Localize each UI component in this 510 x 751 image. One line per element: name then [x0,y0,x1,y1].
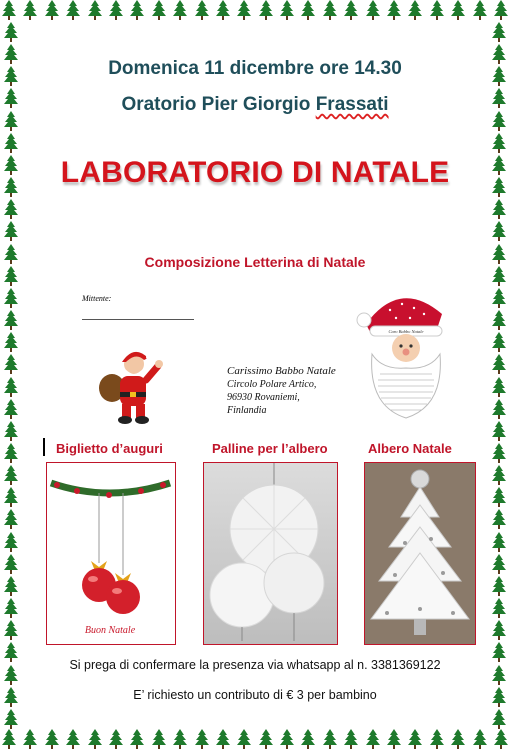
tree-icon [4,133,18,153]
address-line: Finlandia [227,405,267,416]
activity-label-balls: Palline per l’albero [212,441,328,456]
tree-icon [492,44,506,64]
tree-icon [259,729,273,749]
tree-icon [301,729,315,749]
tree-icon [492,88,506,108]
tree-icon [492,244,506,264]
tree-icon [492,709,506,729]
subtitle: Composizione Letterina di Natale [144,254,366,270]
santa-icon [92,340,172,426]
tree-icon [130,0,144,20]
tree-icon [430,0,444,20]
tree-icon [492,221,506,241]
tree-icon [492,532,506,552]
tree-icon [492,554,506,574]
tree-icon [451,0,465,20]
tree-icon [492,465,506,485]
tree-icon [492,576,506,596]
tree-icon [4,244,18,264]
tree-icon [173,0,187,20]
tree-icon [492,487,506,507]
confirm-text: Si prega di confermare la presenza via whatsapp al n. 3381369122 [69,658,441,672]
tree-icon [4,310,18,330]
tree-icon [4,576,18,596]
tree-icon [280,0,294,20]
tree-icon [492,665,506,685]
location-name: Frassati [315,94,389,115]
tree-icon [216,0,230,20]
tree-icon [301,0,315,20]
tree-icon [492,199,506,219]
tree-icon [23,0,37,20]
tree-icon [152,0,166,20]
tree-icon [4,22,18,42]
tree-icon [4,177,18,197]
tree-icon [195,729,209,749]
tree-icon [473,0,487,20]
date-line: Domenica 11 dicembre ore 14.30 [108,58,402,79]
tree-icon [492,133,506,153]
photo-greeting-card [46,462,176,645]
ornament-garland-icon [47,463,174,643]
tree-icon [344,729,358,749]
tree-icon [4,288,18,308]
tree-icon [492,111,506,131]
tree-icon [473,729,487,749]
tree-icon [4,687,18,707]
address-line: Circolo Polare Artico, [227,379,317,390]
tree-icon [323,0,337,20]
tree-icon [4,509,18,529]
tree-icon [492,377,506,397]
tree-icon [4,487,18,507]
address-line: Carissimo Babbo Natale [227,365,336,377]
tree-icon [4,66,18,86]
tree-icon [492,332,506,352]
tree-icon [109,0,123,20]
tree-icon [492,177,506,197]
tree-icon [237,0,251,20]
page-title: LABORATORIO DI NATALE [60,156,450,189]
tree-icon [4,377,18,397]
tree-icon [430,729,444,749]
tree-icon [492,266,506,286]
tree-icon [45,0,59,20]
tree-icon [387,729,401,749]
tree-icon [4,354,18,374]
card-text: Buon Natale [84,625,136,636]
location-prefix: Oratorio Pier Giorgio [121,94,316,115]
tree-icon [4,620,18,640]
tree-icon [492,443,506,463]
tree-icon [4,709,18,729]
tree-icon [4,221,18,241]
border-left [0,0,22,751]
tree-icon [492,66,506,86]
border-top [0,0,510,22]
tree-icon [280,729,294,749]
tree-icon [4,554,18,574]
tree-icon [4,665,18,685]
border-bottom [0,729,510,751]
tree-icon [492,399,506,419]
tree-icon [88,729,102,749]
contribution-text: E’ richiesto un contributo di € 3 per bambino [133,688,377,702]
tree-icon [195,0,209,20]
tree-icon [366,0,380,20]
tree-icon [4,443,18,463]
tree-icon [216,729,230,749]
border-right [488,0,510,751]
tree-icon [492,509,506,529]
tree-icon [66,729,80,749]
tree-icon [492,288,506,308]
tree-icon [4,465,18,485]
tree-icon [4,199,18,219]
tree-icon [66,0,80,20]
tree-icon [323,729,337,749]
tree-icon [492,598,506,618]
activity-label-card: Biglietto d’auguri [56,441,163,456]
tree-icon [492,155,506,175]
hat-text: Caro Babbo Natale [388,329,424,334]
photo-paper-tree [364,462,476,645]
tree-icon [492,620,506,640]
tree-icon [492,687,506,707]
location-line [22,94,488,116]
tree-icon [237,729,251,749]
address-line: 96930 Rovaniemi, [227,392,300,403]
tree-icon [387,0,401,20]
tree-icon [152,729,166,749]
tree-icon [4,332,18,352]
tree-icon [492,22,506,42]
tree-icon [130,729,144,749]
photo-paper-balls [203,462,338,645]
tree-icon [451,729,465,749]
flyer [22,22,488,729]
tree-icon [4,88,18,108]
tree-icon [408,0,422,20]
tree-icon [4,642,18,662]
tree-icon [4,44,18,64]
tree-icon [344,0,358,20]
tree-icon [88,0,102,20]
paper-tree-icon [365,463,474,643]
tree-icon [45,729,59,749]
tree-icon [109,729,123,749]
tree-icon [259,0,273,20]
tree-icon [492,354,506,374]
tree-icon [4,532,18,552]
text-cursor [43,438,45,456]
tree-icon [4,598,18,618]
tree-icon [4,111,18,131]
tree-icon [4,421,18,441]
tree-icon [408,729,422,749]
activity-label-tree: Albero Natale [368,441,452,456]
address-block [227,365,336,417]
tree-icon [173,729,187,749]
sender-label: Mittente: [82,294,112,303]
santa-face-icon [350,284,456,422]
tree-icon [492,421,506,441]
tree-icon [23,729,37,749]
paper-ball-icon [204,463,336,643]
tree-icon [366,729,380,749]
sender-line [82,319,194,320]
tree-icon [492,310,506,330]
tree-icon [4,155,18,175]
tree-icon [4,399,18,419]
tree-icon [492,642,506,662]
tree-icon [4,266,18,286]
